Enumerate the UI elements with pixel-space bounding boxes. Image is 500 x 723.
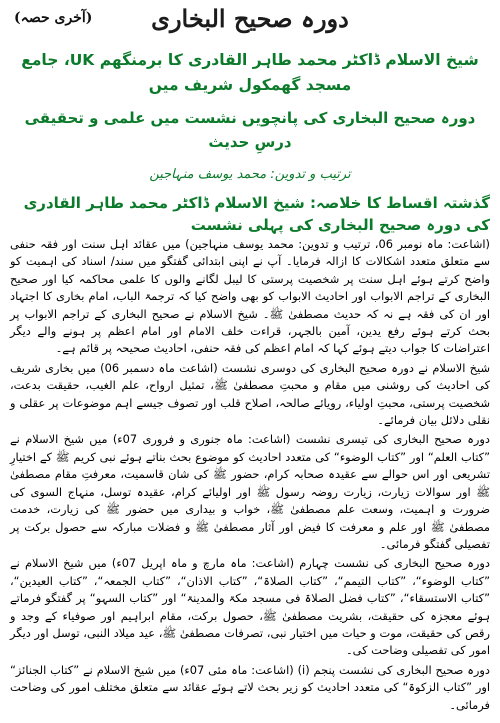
body-paragraph-5: دورہ صحیح البخاری کی نشست پنجم (i) (اشاعت: ماہ مئی 07ء) میں شیخ الاسلام نے ”کتاب الجنائز“ اور ”کتاب الزکوۃ“ کی متعدد احادیث کو زیر بحث لاتے ہوئے عقائد سے متعلق مختلف امور کی وضاحت فرمائی۔: [10, 662, 490, 712]
summary-heading: گذشتہ اقساط کا خلاصہ: شیخ الاسلام ڈاکٹر محمد طاہر القادری کی دورہ صحیح البخاری کی پہلی نشست: [23, 194, 490, 234]
body-paragraph-1: (اشاعت: ماہ نومبر 06، ترتیب و تدوین: محمد یوسف منہاجین) میں عقائد اہل سنت اور فقہ حنفی سے متعلق متعدد اشکالات کا ازالہ فرمایا۔ آپ نے اپنی ابتدائی گفتگو میں سند/ اسناد کی اہمیت کو واضح کرتے ہوئے اہل سنت پر شخصیت پرستی کا لیبل لگانے والوں کا علمی محاکمہ کیا اور صحیح البخاری کے تراجم الابواب اور احادیث الابواب کو بھی واضح کیا کہ ترجمۃ الباب، امام بخاری کا اجتہاد اور ان کی فقہ ہے نہ کہ حدیث مصطفیٰ ﷺ۔ شیخ الاسلام نے صحیح البخاری کے تراجم الابواب پر بحث کرتے ہوئے رفع یدین، آمین بالجہر، قراءت خلف الامام اور امام اعظم پر ہونے والے دیگر اعتراضات کا جواب دیتے ہوئے کہا کہ امام اعظم کی فقہ حنفی، احادیث صحیحہ پر قائم ہے۔: [10, 237, 490, 356]
editor-credit: ترتیب و تدوین: محمد یوسف منہاجین: [149, 167, 351, 182]
article-header: [0, 0, 500, 40]
article-body: [10, 236, 490, 714]
body-paragraph-3: دورہ صحیح البخاری کی تیسری نشست (اشاعت: ماہ جنوری و فروری 07ء) میں شیخ الاسلام نے ”کتاب العلم“ اور ”کتاب الوضوء“ کی متعدد احادیث کو موضوع بحث بناتے ہوئے نبی کریم ﷺ کے اختیارِ تشریعی اور اس حوالے سے عقیدہ صحابہ کرام، حضور ﷺ کی شان قاسمیت، معرفتِ مقام مصطفیٰ ﷺ اور سوالات زیارت، زیارت روضہ رسول ﷺ اور اولیائے کرام، عقیدہ توسل، منہاج السوی کی ضرورت و اہمیت، وسعت علم مصطفیٰ ﷺ، خواب و بیداری میں حضور ﷺ کی زیارت، خدمت مصطفیٰ ﷺ اور علم و معرفت کا فیض اور آثار مصطفیٰ ﷺ و فضلات مبارکہ سے حصول برکت پر تفصیلی گفتگو فرمائی۔: [10, 432, 490, 551]
part-tag: (آخری حصہ): [14, 10, 93, 26]
body-paragraph-2: شیخ الاسلام نے دورہ صحیح البخاری کی دوسری نشست (اشاعت ماہ دسمبر 06) میں بخاری شریف کی احادیث کی روشنی میں مقام و محبتِ مصطفیٰ ﷺ، تمثیل ارواح، علم الغیب، حقیقت بدعت، شخصیت پرستی، محبتِ اولیاء، رویائے صالحہ، اصلاح قلب اور تصوف جیسے اہم موضوعات پر عقلی و نقلی دلائل بیان فرمائے۔: [10, 360, 490, 428]
series-title: دورہ صحیح البخاری: [151, 4, 349, 33]
article-subheadline: دورہ صحیح البخاری کی پانچویں نشست میں علمی و تحقیقی درسِ حدیث: [24, 109, 476, 151]
article-headline: شیخ الاسلام ڈاکٹر محمد طاہر القادری کا برمنگھم UK، جامع مسجد گھمکول شریف میں: [21, 51, 479, 94]
body-paragraph-4: دورہ صحیح البخاری کی نشست چہارم (اشاعت: ماہ مارچ و ماہ اپریل 07ء) میں شیخ الاسلام نے ”کتاب الوضوء“، ”کتاب التیمم“، ”کتاب الصلاۃ“، ”کتاب الاذان“، ”کتاب الجمعہ“، ”کتاب العیدین“، ”کتاب الاستسقاء“، ”کتاب فضل الصلاۃ فی مسجد مکۃ والمدینۃ“ اور ”کتاب السہو“ پر گفتگو فرماتے ہوئے معجزہ کی حقیقت، بشریت مصطفیٰ ﷺ، حصول برکت، مقام ابراہیم اور صوفیاء کے وجد و رقص کی حقیقت، موت و حیات میں اختیار نبی، تصرفات مصطفیٰ ﷺ، عید میلاد النبی، توسل اور دیگر امور کی تفصیلی وضاحت کی۔: [10, 556, 490, 658]
